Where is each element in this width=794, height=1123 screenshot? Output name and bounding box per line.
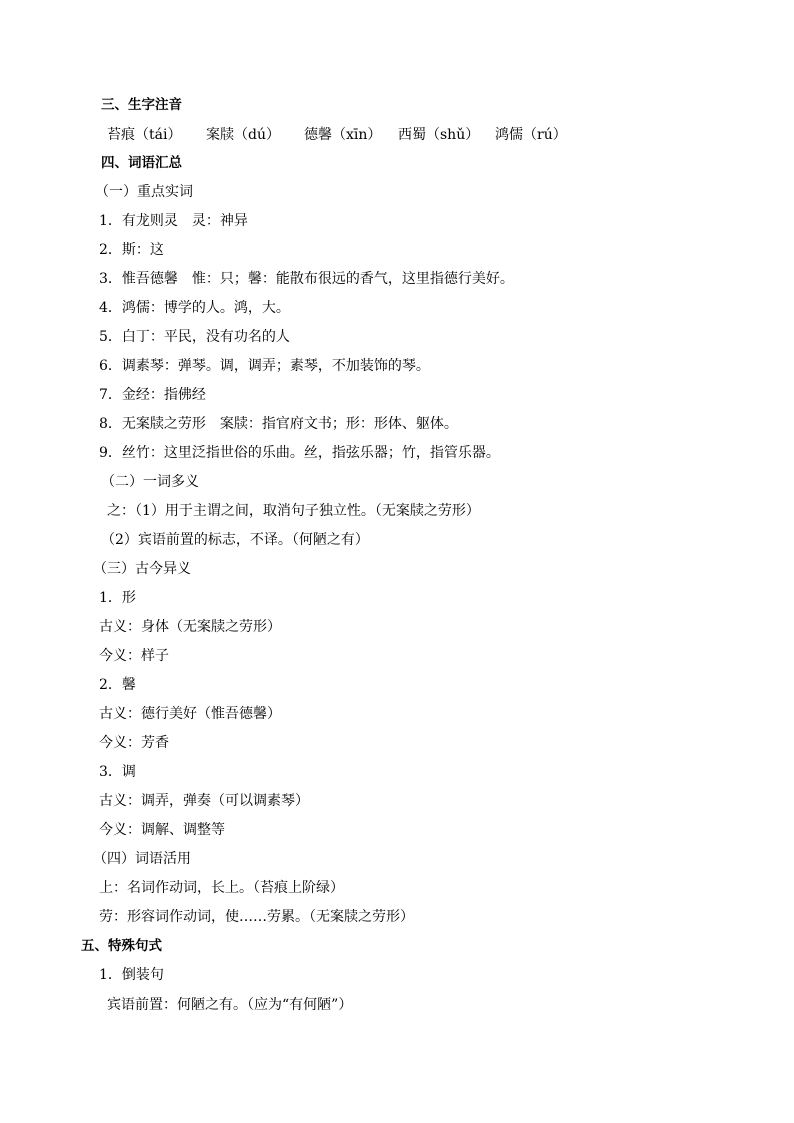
subsection-title: （二）一词多义 xyxy=(101,474,199,490)
list-item: 2．馨 xyxy=(99,677,136,693)
list-item: 之：（1）用于主谓之间，取消句子独立性。（无案牍之劳形） xyxy=(107,503,480,519)
list-item: 1．有龙则灵 灵：神异 xyxy=(99,213,248,229)
list-item: （2）宾语前置的标志，不译。（何陋之有） xyxy=(101,532,369,548)
subsection-title: （三）古今异义 xyxy=(93,561,191,577)
list-item: 古义：德行美好（惟吾德馨） xyxy=(99,706,281,722)
subsection-title: （一）重点实词 xyxy=(95,184,193,200)
list-item: 古义：调弄，弹奏（可以调素琴） xyxy=(99,793,309,809)
list-item: 1．倒装句 xyxy=(99,967,164,983)
list-item: 2．斯：这 xyxy=(99,242,164,258)
section-title: 五、特殊句式 xyxy=(81,938,162,954)
list-item: 今义：芳香 xyxy=(99,735,169,751)
pinyin-item: 苔痕（tái） xyxy=(107,127,182,143)
list-item: 古义：身体（无案牍之劳形） xyxy=(99,619,281,635)
list-item: 9．丝竹：这里泛指世俗的乐曲。丝，指弦乐器；竹，指管乐器。 xyxy=(99,445,500,461)
pinyin-item: 案牍（dú） xyxy=(206,127,280,143)
list-item: 劳：形容词作动词，使……劳累。（无案牍之劳形） xyxy=(99,909,414,925)
list-item: 上：名词作动词，长上。（苔痕上阶绿） xyxy=(99,880,344,896)
list-item: 5．白丁：平民，没有功名的人 xyxy=(99,329,290,345)
section-title: 三、生字注音 xyxy=(101,97,182,113)
list-item: 7．金经：指佛经 xyxy=(99,387,206,403)
list-item: 4．鸿儒：博学的人。鸿，大。 xyxy=(99,300,290,316)
pinyin-item: 西蜀（shǔ） xyxy=(398,127,480,143)
list-item: 今义：调解、调整等 xyxy=(99,822,225,838)
pinyin-item: 德馨（xīn） xyxy=(304,127,382,143)
list-item: 3．惟吾德馨 惟：只；馨：能散布很远的香气，这里指德行美好。 xyxy=(99,271,514,287)
list-item: 6．调素琴：弹琴。调，调弄；素琴，不加装饰的琴。 xyxy=(99,358,430,374)
pinyin-item: 鸿儒（rú） xyxy=(495,127,567,143)
list-item: 3．调 xyxy=(99,764,136,780)
list-item: 1．形 xyxy=(99,590,136,606)
list-item: 宾语前置：何陋之有。（应为“有何陋”） xyxy=(107,997,353,1013)
subsection-title: （四）词语活用 xyxy=(93,851,191,867)
list-item: 今义：样子 xyxy=(99,648,169,664)
list-item: 8．无案牍之劳形 案牍：指官府文书；形：形体、躯体。 xyxy=(99,416,458,432)
section-title: 四、词语汇总 xyxy=(101,155,182,171)
